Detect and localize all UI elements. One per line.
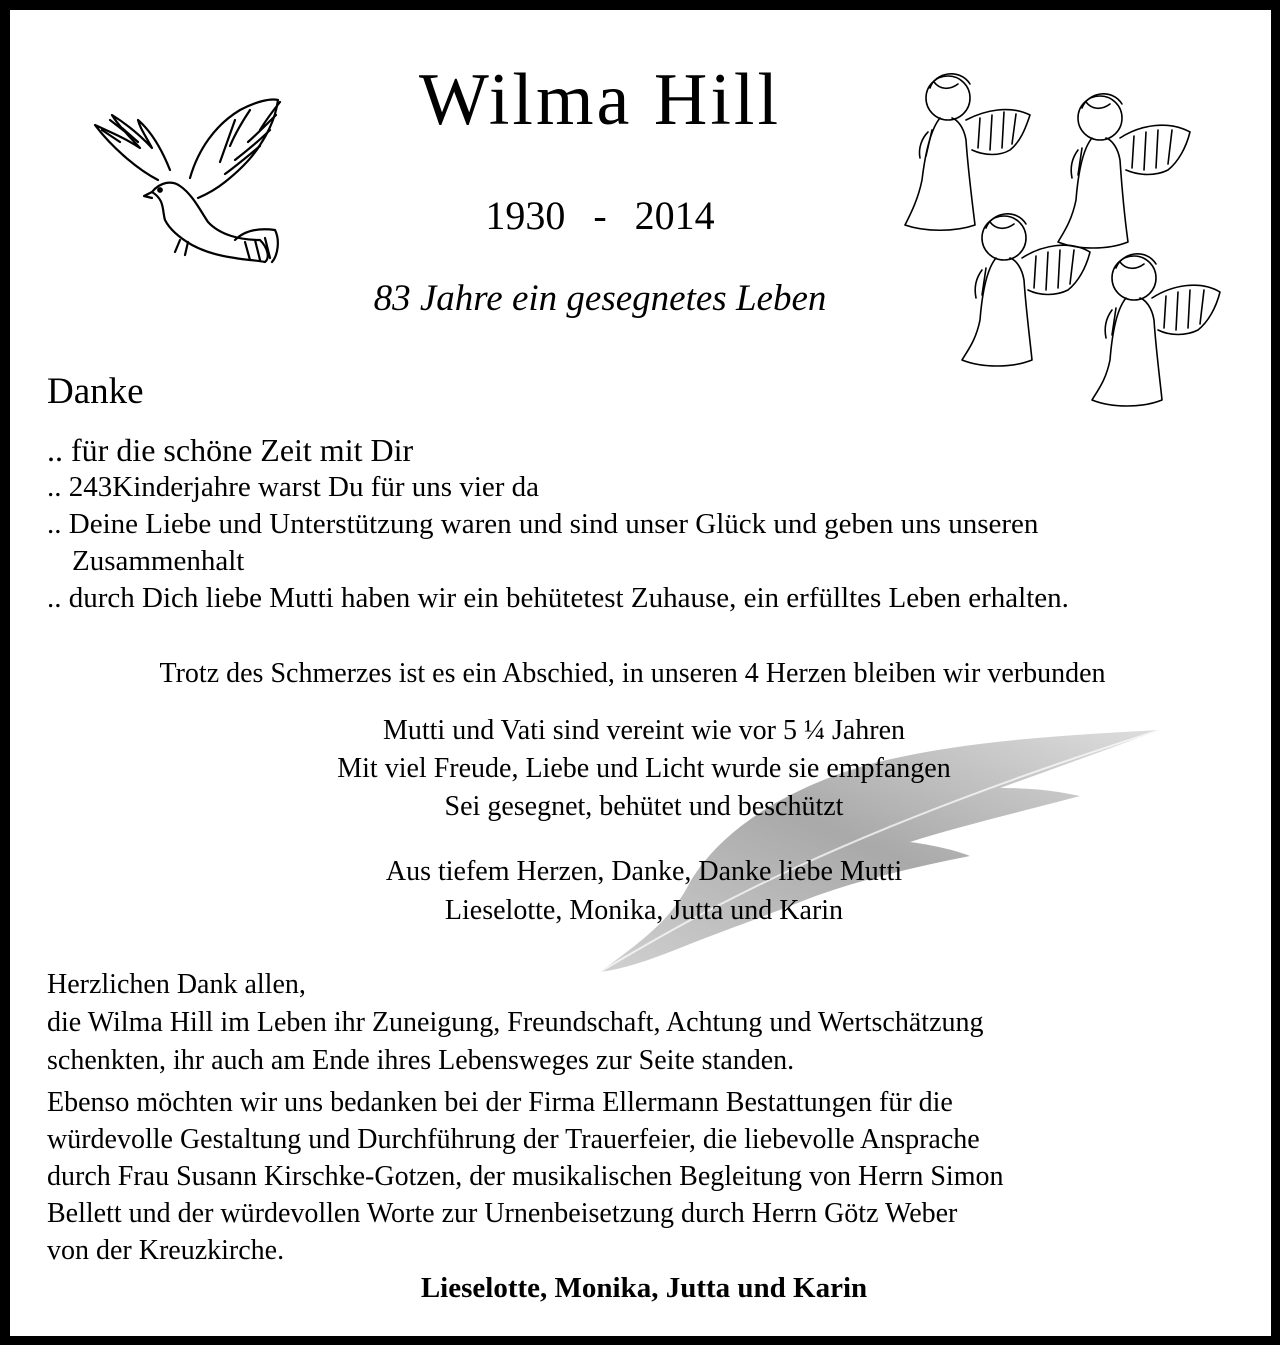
verse-block (10, 712, 1278, 826)
subtitle: 83 Jahre ein gesegnetes Leben (373, 278, 827, 319)
thanks-heading: Danke (47, 371, 144, 412)
life-dates: 1930 - 2014 (485, 193, 715, 238)
list-item: .. durch Dich liebe Mutti haben wir ein behütetest Zuhause, ein erfülltes Leben erhalten. (47, 582, 1069, 614)
paragraph-line: die Wilma Hill im Leben ihr Zuneigung, Freundschaft, Achtung und Wertschätzung (47, 1007, 984, 1038)
paragraph-line: würdevolle Gestaltung und Durchführung der Trauerfeier, die liebevolle Ansprache (47, 1124, 980, 1155)
verse-closing (10, 852, 1278, 930)
paragraph-line: von der Kreuzkirche. (47, 1235, 285, 1266)
verse-line: Mutti und Vati sind vereint wie vor 5 ¼ Jahren (382, 715, 906, 746)
signature: Lieselotte, Monika, Jutta und Karin (420, 1272, 868, 1304)
paragraph-line: Bellett und der würdevollen Worte zur Urnenbeisetzung durch Herrn Götz Weber (47, 1198, 958, 1229)
funeral-thanks-paragraph (47, 1084, 1003, 1269)
verse-line: Mit viel Freude, Liebe und Licht wurde sie empfangen (337, 753, 951, 784)
list-item-continuation: Zusammenhalt (72, 545, 245, 577)
verse-line: Sei gesegnet, behütet und beschützt (444, 791, 844, 822)
thanks-list (47, 431, 1069, 617)
deceased-name: Wilma Hill (418, 59, 782, 141)
paragraph-line: durch Frau Susann Kirschke-Gotzen, der musikalischen Begleitung von Herrn Simon (47, 1161, 1004, 1192)
verse-intro: Trotz des Schmerzes ist es ein Abschied, in unseren 4 Herzen bleiben wir verbunden (159, 658, 1106, 689)
list-item: .. Deine Liebe und Unterstützung waren und sind unser Glück und geben uns unseren (47, 508, 1039, 540)
paragraph-line: schenkten, ihr auch am Ende ihres Lebensweges zur Seite standen. (47, 1045, 795, 1076)
paragraph-line: Herzlichen Dank allen, (47, 969, 306, 1000)
paragraph-line: Ebenso möchten wir uns bedanken bei der Firma Ellermann Bestattungen für die (47, 1087, 953, 1118)
list-item: .. 243Kinderjahre warst Du für uns vier da (47, 471, 540, 503)
verse-line: Aus tiefem Herzen, Danke, Danke liebe Mutti (385, 856, 903, 887)
verse-line: Lieselotte, Monika, Jutta und Karin (444, 895, 844, 926)
obituary-card (10, 10, 1271, 1336)
list-item: .. für die schöne Zeit mit Dir (47, 432, 414, 468)
acknowledgement-paragraph (47, 966, 984, 1080)
